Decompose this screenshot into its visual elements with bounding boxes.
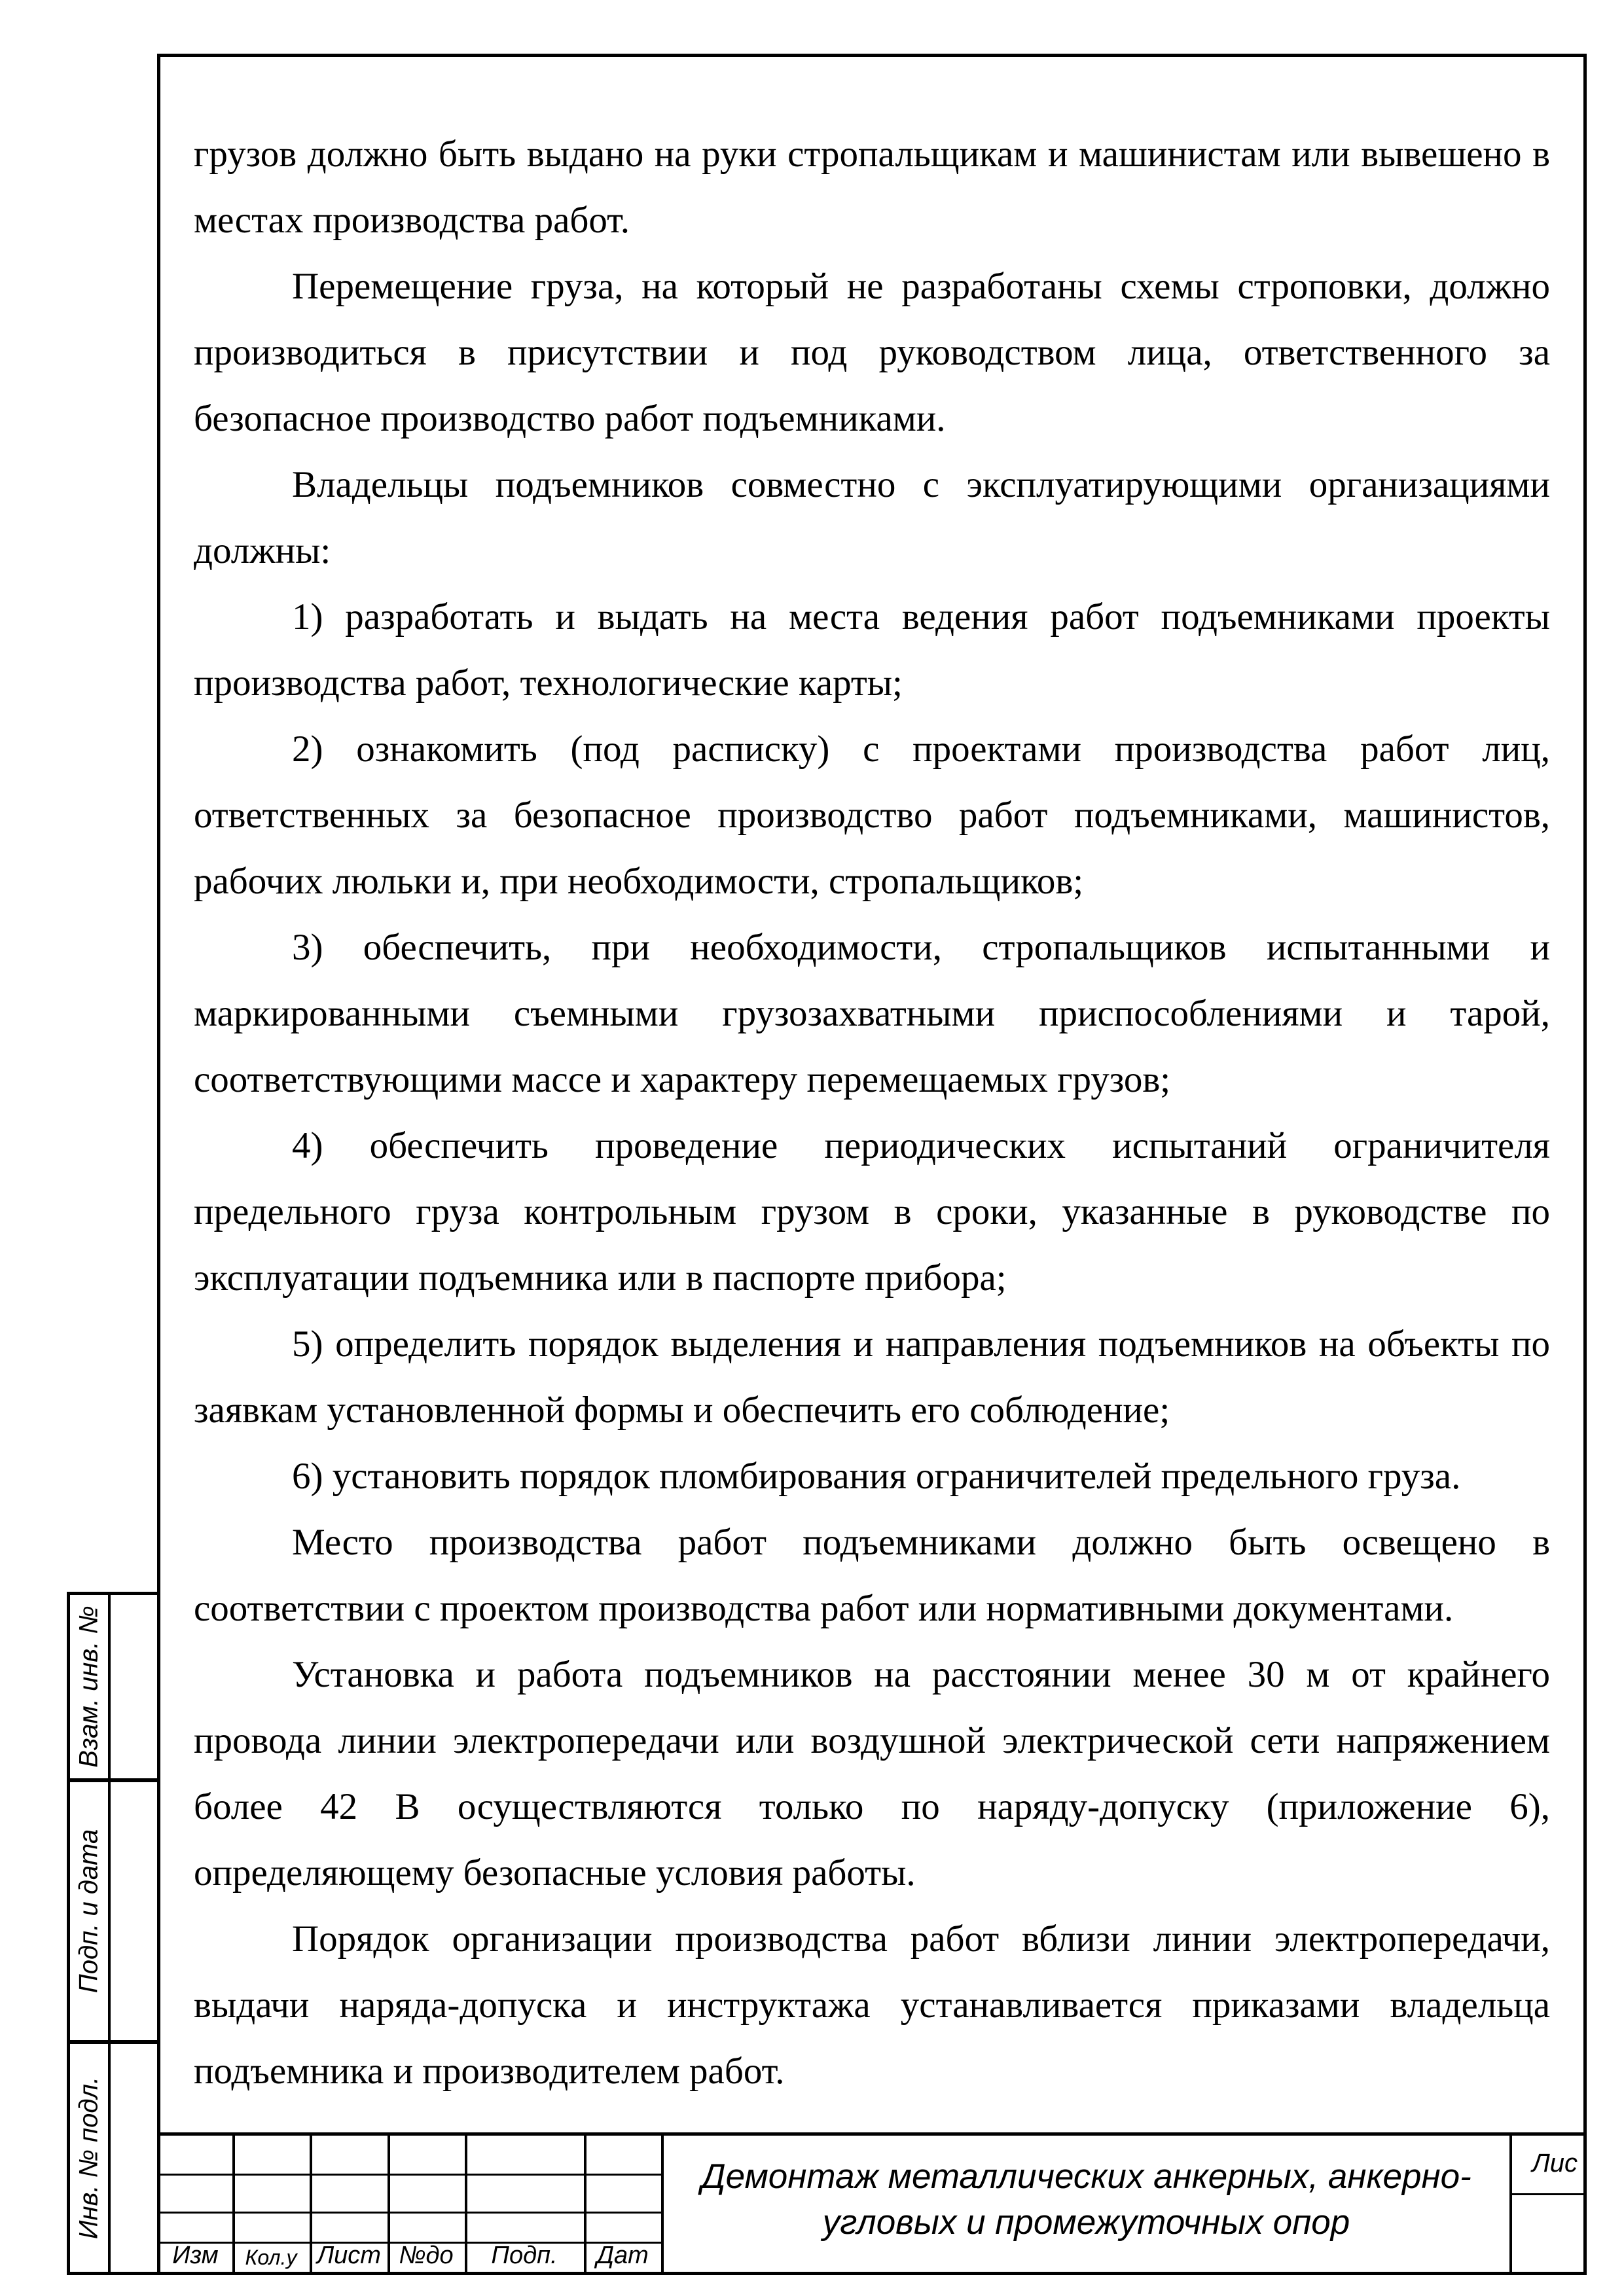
- paragraph-distance: Установка и работа подъемников на расстоянии менее 30 м от крайнего провода линии электропередачи или воздушной электрической сети напряжением более 42 В осуществляются только по наряду-допуску (приложение 6), определяющему безопасные условия работы.: [194, 1654, 1550, 1893]
- document-title: [664, 2154, 1508, 2246]
- side-label-sign-date: Подп. и дата: [74, 1829, 103, 1994]
- col-label-count: Кол.у: [245, 2246, 297, 2269]
- col-label-change: Изм: [172, 2242, 219, 2269]
- side-label-orig-inv: Инв. № подл.: [74, 2076, 103, 2240]
- title-block: [157, 2132, 1587, 2275]
- col-label-doc-no: №до: [399, 2242, 454, 2269]
- document-body: [194, 121, 1550, 2104]
- list-item-5: 5) определить порядок выделения и направления подъемников на объекты по заявкам установленной формы и обеспечить его соблюдение;: [194, 1323, 1550, 1431]
- paragraph-2: Перемещение груза, на который не разработаны схемы строповки, должно производиться в присутствии и под руководством лица, ответственного за безопасное производство работ подъемниками.: [194, 266, 1550, 439]
- sheet-label: Лис: [1532, 2149, 1578, 2178]
- list-item-3: 3) обеспечить, при необходимости, стропальщиков испытанными и маркированными съемными грузозахватными приспособлениями и тарой, соответствующими массе и характеру перемещаемых грузов;: [194, 927, 1550, 1100]
- side-stamp-replaced-inv: [67, 1592, 157, 1782]
- paragraph-lighting: Место производства работ подъемниками должно быть освещено в соответствии с проектом производства работ или нормативными документами.: [194, 1522, 1550, 1629]
- side-label-replaced-inv: Взам. инв. №: [74, 1605, 103, 1768]
- side-stamp-orig-inv: [67, 2041, 157, 2275]
- paragraph-3: Владельцы подъемников совместно с эксплуатирующими организациями должны:: [194, 464, 1550, 571]
- col-label-sheet: Лист: [317, 2242, 381, 2269]
- col-label-signature: Подп.: [491, 2242, 558, 2269]
- list-item-6: 6) установить порядок пломбирования ограничителей предельного груза.: [292, 1456, 1461, 1497]
- document-title-line-1: Демонтаж металлических анкерных, анкерно-: [701, 2157, 1471, 2196]
- col-label-date: Дат: [596, 2242, 649, 2269]
- list-item-4: 4) обеспечить проведение периодических испытаний ограничителя предельного груза контрольным грузом в сроки, указанные в руководстве по эксплуатации подъемника или в паспорте прибора;: [194, 1125, 1550, 1299]
- document-title-line-2: угловых и промежуточных опор: [822, 2203, 1350, 2242]
- paragraph-1: грузов должно быть выдано на руки стропальщикам и машинистам или вывешено в местах производства работ.: [194, 134, 1550, 241]
- list-item-2: 2) ознакомить (под расписку) с проектами производства работ лиц, ответственных за безопасное производство работ подъемниками, машинистов, рабочих люльки и, при необходимости, стропальщиков;: [194, 728, 1550, 902]
- side-stamp-sign-date: [67, 1779, 157, 2043]
- list-item-1: 1) разработать и выдать на места ведения работ подъемниками проекты производства работ, технологические карты;: [194, 596, 1550, 704]
- paragraph-organization: Порядок организации производства работ вблизи линии электропередачи, выдачи наряда-допуска и инструктажа устанавливается приказами владельца подъемника и производителем работ.: [194, 1918, 1550, 2092]
